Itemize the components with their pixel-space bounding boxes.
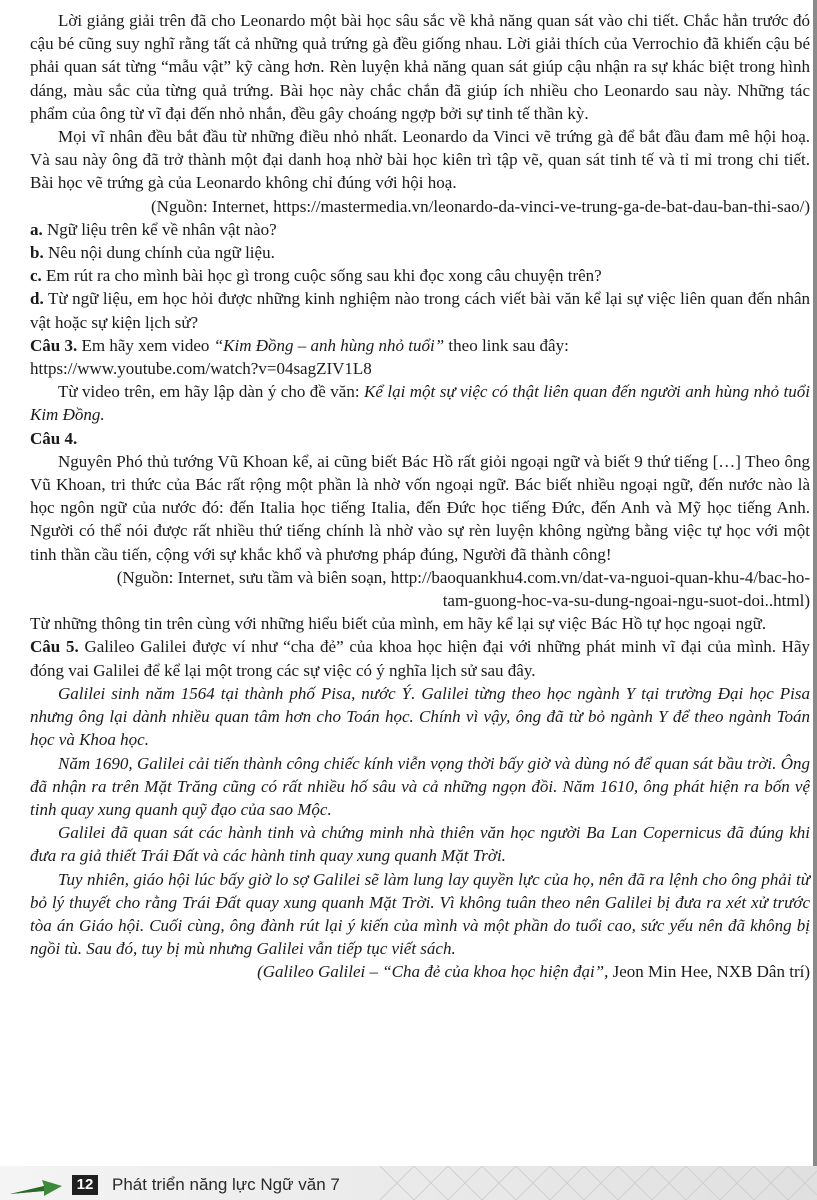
- cau3-prompt: [30, 334, 810, 357]
- cau5-paragraph-telescope: Năm 1690, Galilei cải tiến thành công chiếc kính viễn vọng thời bấy giờ và dùng nó để quan sát bầu trời. Ông đã nhận ra trên Mặt Trăng cũng có rất nhiều hố sâu và cả những ngọn đồi. Năm 1610, ông phát hiện ra bốn vệ tinh quay xung quanh quỹ đạo của sao Mộc.: [30, 753, 810, 819]
- question-c-label: c.: [30, 266, 42, 286]
- page-content: [30, 9, 810, 984]
- source-citation-1: (Nguồn: Internet, https://mastermedia.vn/leonardo-da-vinci-ve-trung-ga-de-bat-dau-ban-thi-sao/): [151, 196, 810, 216]
- paragraph-great-men: Mọi vĩ nhân đều bắt đầu từ những điều nhỏ nhất. Leonardo da Vinci vẽ trứng gà để bắt đầu đam mê hội hoạ. Và sau này ông đã trở thành một đại danh hoạ nhờ bài học kiên trì tập vẽ, quan sát tinh tế và tỉ mỉ trong chi tiết. Bài học vẽ trứng gà của Leonardo không chỉ đúng với hội hoạ.: [30, 127, 810, 193]
- question-a-label: a.: [30, 219, 43, 239]
- arrow-icon: [8, 1174, 64, 1198]
- cau3-video-link[interactable]: https://www.youtube.com/watch?v=04sagZIV1L8: [30, 359, 372, 379]
- cau3-text-before: Em hãy xem video: [77, 335, 214, 355]
- question-a: [30, 218, 810, 241]
- page-footer: [0, 1166, 817, 1200]
- book-title: Phát triển năng lực Ngữ văn 7: [112, 1175, 340, 1194]
- question-b: [30, 241, 810, 264]
- cau3-task-topic: Kể lại một sự việc có thật liên quan đến người anh hùng nhỏ tuổi Kim Đồng.: [30, 382, 810, 425]
- decorative-pattern: [380, 1166, 817, 1200]
- cau3-label: Câu 3.: [30, 335, 78, 355]
- question-b-label: b.: [30, 243, 44, 263]
- question-d: [30, 287, 810, 333]
- page-edge: [813, 0, 817, 1200]
- question-d-text: Từ ngữ liệu, em học hỏi được những kinh nghiệm nào trong cách viết bài văn kể lại sự việc liên quan đến nhân vật hoặc sự kiện lịch sử?: [30, 289, 810, 332]
- cau5-intro: [30, 635, 810, 681]
- cau4-label: Câu 4.: [30, 428, 78, 448]
- cau5-paragraph-birth: Galilei sinh năm 1564 tại thành phố Pisa, nước Ý. Galilei từng theo học ngành Y tại trường Đại học Pisa nhưng ông lại dành nhiều quan tâm hơn cho Toán học. Chính vì vậy, ông đã từ bỏ ngành Y để theo ngành Toán học và Khoa học.: [30, 683, 810, 750]
- cau4-source-line-2: tam-guong-hoc-va-su-dung-ngoai-ngu-suot-doi..html): [442, 591, 810, 611]
- cau5-paragraph-church: Tuy nhiên, giáo hội lúc bấy giờ lo sợ Galilei sẽ làm lung lay quyền lực của họ, nên đã ra lệnh cho ông phải từ bỏ lý thuyết cho rằng Trái Đất quay xung quanh Mặt Trời. Vì không tuân theo nên Galilei bị đưa ra xét xử trước tòa án Giáo hội. Cuối cùng, ông đành rút lại ý kiến của mình và một phần do tuổi cao, sức yếu nên đã không bị ngồi tù. Sau đó, tuy bị mù nhưng Galilei vẫn tiếp tục viết sách.: [30, 869, 810, 959]
- cau3-video-title: “Kim Đồng – anh hùng nhỏ tuổi”: [213, 335, 445, 355]
- cau5-source-author: Jeon Min Hee, NXB Dân trí): [608, 962, 810, 982]
- page-number: 12: [72, 1175, 98, 1195]
- cau3-task-prefix: Từ video trên, em hãy lập dàn ý cho đề văn:: [58, 382, 365, 402]
- cau5-source-citation: [30, 960, 810, 983]
- cau5-intro-text: Galileo Galilei được ví như “cha đẻ” của khoa học hiện đại với những phát minh vĩ đại của mình. Hãy đóng vai Galilei để kể lại một trong các sự việc có ý nghĩa lịch sử sau đây.: [30, 637, 811, 680]
- question-c: [30, 264, 810, 287]
- cau5-label: Câu 5.: [30, 637, 79, 657]
- paragraph-lesson-observation: Lời giảng giải trên đã cho Leonardo một bài học sâu sắc về khả năng quan sát vào chi tiết. Chắc hẳn trước đó cậu bé cũng suy nghĩ rằng tất cả những quả trứng gà đều giống nhau. Lời giải thích của Verrochio đã khiến cậu bé phải quan sát từng “mẫu vật” kỹ càng hơn. Rèn luyện khả năng quan sát giúp cậu nhận ra sự khác biệt trong hình dáng, màu sắc của từng quả trứng. Bài học này chắc chắn đã giúp ích nhiều cho Leonardo sau này. Những tác phẩm của ông từ vĩ đại đến nhỏ nhắn, đều gây choáng ngợp bởi sự tinh tế thần kỳ.: [30, 11, 810, 123]
- cau5-paragraph-copernicus: Galilei đã quan sát các hành tinh và chứng minh nhà thiên văn học người Ba Lan Copernicus đã đúng khi đưa ra giả thiết Trái Đất và các hành tinh quay xung quanh Mặt Trời.: [30, 823, 810, 866]
- cau3-text-after: theo link sau đây:: [444, 335, 569, 355]
- cau4-task: Từ những thông tin trên cùng với những hiểu biết của mình, em hãy kể lại sự việc Bác Hồ tự học ngoại ngữ.: [30, 614, 767, 634]
- question-b-text: Nêu nội dung chính của ngữ liệu.: [43, 243, 275, 263]
- cau4-paragraph: Nguyên Phó thủ tướng Vũ Khoan kể, ai cũng biết Bác Hồ rất giỏi ngoại ngữ và biết 9 thứ tiếng […] Theo ông Vũ Khoan, tri thức của Bác rất rộng một phần là nhờ vốn ngoại ngữ. Bác biết nhiều ngoại ngữ, đến nước nào là học ngôn ngữ của nước đó: đến Italia học tiếng Italia, đến Đức học tiếng Đức, đến Anh và Mỹ học tiếng Anh. Người có thể nói được rất nhiều thứ tiếng chính là nhờ vào sự rèn luyện không ngừng bằng việc tự học với một tinh thần cầu tiến, cộng với sự khắc khổ và phương pháp đúng, Người đã thành công!: [30, 451, 810, 564]
- cau4-source-line-1: (Nguồn: Internet, sưu tầm và biên soạn, http://baoquankhu4.com.vn/dat-va-nguoi-quan-khu-4/bac-ho-: [116, 567, 810, 587]
- cau5-source-title: (Galileo Galilei – “Cha đẻ của khoa học hiện đại”,: [257, 962, 609, 982]
- question-a-text: Ngữ liệu trên kể về nhân vật nào?: [42, 219, 277, 239]
- question-c-text: Em rút ra cho mình bài học gì trong cuộc sống sau khi đọc xong câu chuyện trên?: [41, 266, 602, 286]
- question-d-label: d.: [30, 289, 44, 309]
- cau3-task: [30, 380, 810, 426]
